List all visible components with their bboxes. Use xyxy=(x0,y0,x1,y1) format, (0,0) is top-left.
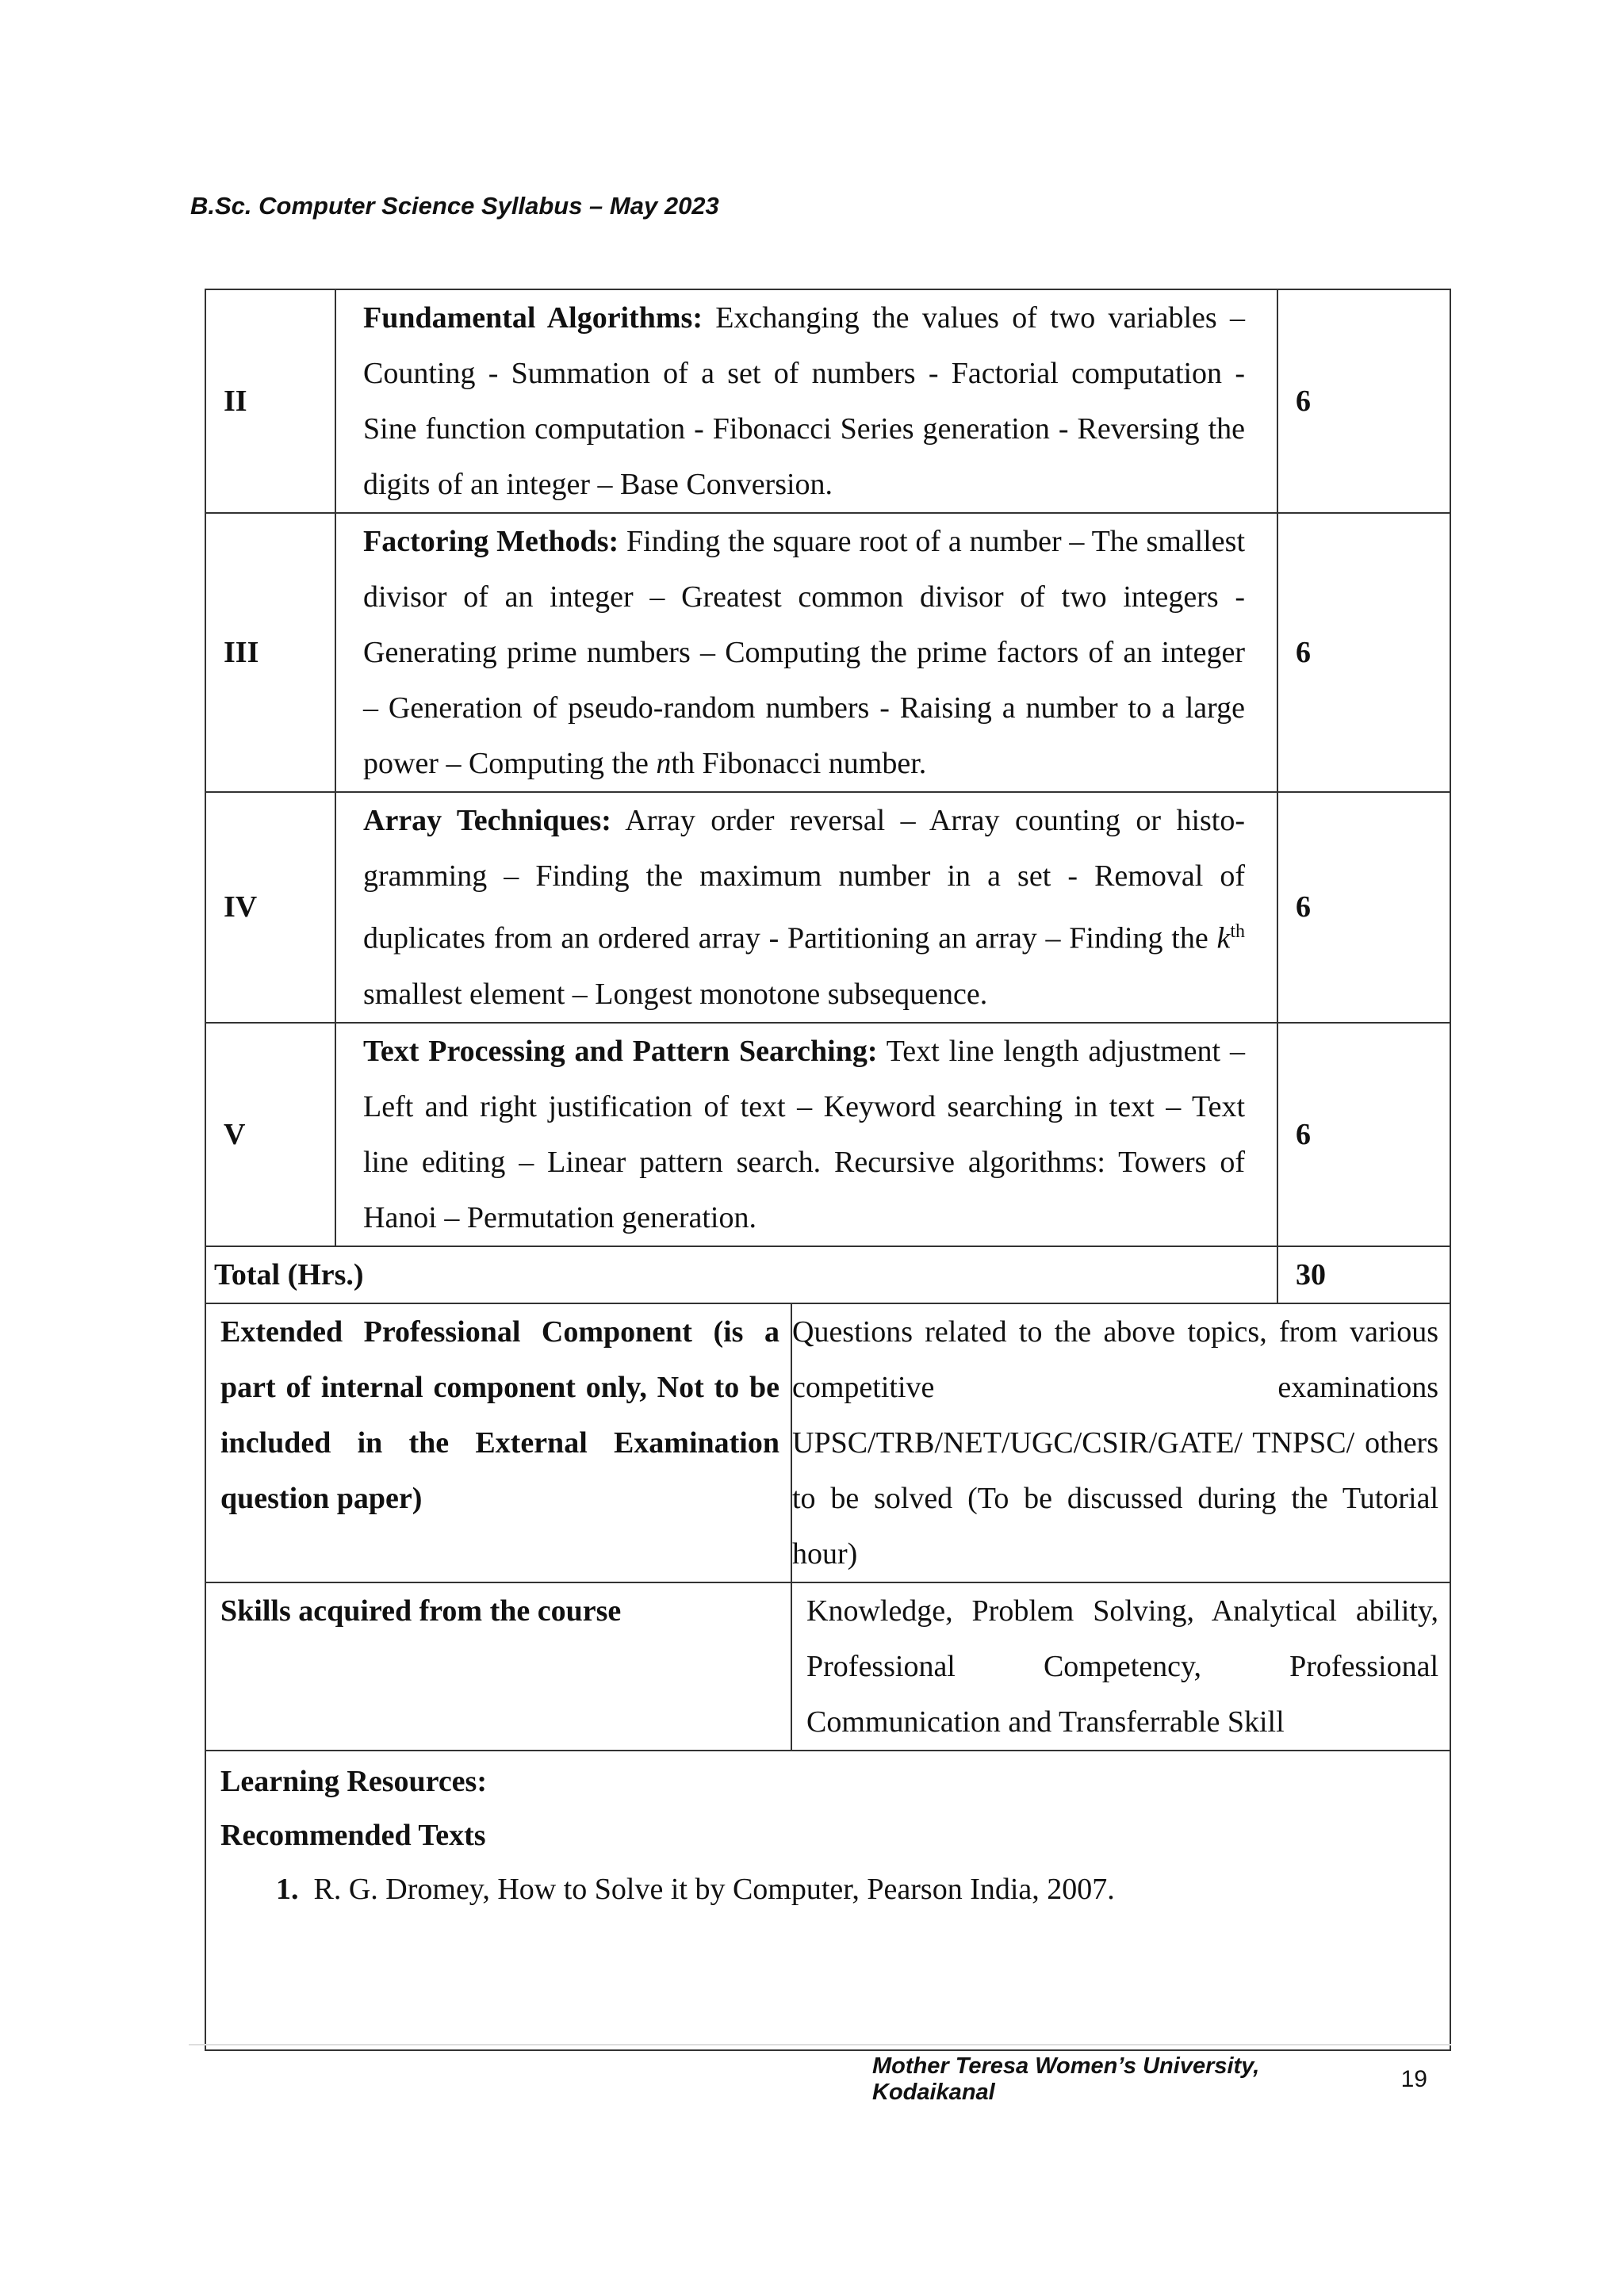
syllabus-table xyxy=(205,289,1451,2051)
unit-row xyxy=(205,792,1450,1023)
unit-heading: Text Processing and Pattern Searching: xyxy=(363,1034,878,1068)
unit-text: Text line length adjustment – Left and right justification of text – Keyword searching in text – Text line editing – Linear pattern search. Recursive algorithms: Towers of Hanoi – Permutation generation. xyxy=(363,1034,1246,1234)
unit-heading: Array Techniques: xyxy=(363,804,611,837)
page-footer xyxy=(872,2053,1427,2106)
book-item xyxy=(220,1862,1435,1916)
unit-number: IV xyxy=(205,792,335,1023)
skills-text: Knowledge, Problem Solving, Analytical ability, Professional Competency, Professional Communication and Transferrable Skill xyxy=(791,1582,1450,1751)
total-value: 30 xyxy=(1277,1246,1450,1303)
unit-hours: 6 xyxy=(1277,513,1450,792)
unit-heading: Factoring Methods: xyxy=(363,525,619,558)
resources-heading: Learning Resources: xyxy=(220,1764,487,1798)
unit-number: III xyxy=(205,513,335,792)
unit-description xyxy=(335,513,1277,792)
unit-hours: 6 xyxy=(1277,792,1450,1023)
unit-text-after: smallest element – Longest monotone subsequence. xyxy=(363,977,988,1011)
footer-divider xyxy=(189,2044,1451,2045)
extended-row xyxy=(205,1303,1450,1582)
unit-row xyxy=(205,289,1450,513)
unit-italic: n xyxy=(656,747,672,780)
unit-description xyxy=(335,289,1277,513)
extended-label: Extended Professional Component (is a part of internal component only, Not to be included in the External Examination question paper) xyxy=(205,1303,791,1582)
unit-number: V xyxy=(205,1023,335,1246)
unit-text: Finding the square root of a number – The smallest divisor of an integer – Greatest common divisor of two integers - Generating prime numbers – Computing the prime factors of an integer – Generation of pseudo-random numbers - Raising a number to a large power – Computing the xyxy=(363,525,1246,780)
unit-italic: k xyxy=(1216,921,1231,955)
resources-subheading: Recommended Texts xyxy=(220,1818,486,1852)
unit-text: Array order reversal – Array counting or histo-gramming – Finding the maximum number in a set - Removal of duplicates from an ordered array - Partitioning an array – Finding the xyxy=(363,804,1246,955)
unit-number: II xyxy=(205,289,335,513)
page-number: 19 xyxy=(1400,2066,1427,2092)
skills-row xyxy=(205,1582,1450,1751)
resources-cell xyxy=(205,1751,1450,2050)
unit-text: Exchanging the values of two variables – Counting - Summation of a set of numbers - Factorial computation - Sine function computation - Fibonacci Series generation - Reversing the digits of an integer – Base Conversion. xyxy=(363,301,1245,501)
unit-description xyxy=(335,1023,1277,1246)
unit-hours: 6 xyxy=(1277,289,1450,513)
page-header: B.Sc. Computer Science Syllabus – May 2023 xyxy=(190,192,719,220)
footer-university: Mother Teresa Women’s University, Kodaikanal xyxy=(872,2053,1260,2105)
resources-row xyxy=(205,1751,1450,2050)
book-text: R. G. Dromey, How to Solve it by Computer, Pearson India, 2007. xyxy=(313,1872,1115,1906)
total-row xyxy=(205,1246,1450,1303)
book-number: 1. xyxy=(276,1872,299,1906)
unit-hours: 6 xyxy=(1277,1023,1450,1246)
total-label: Total (Hrs.) xyxy=(205,1246,1277,1303)
unit-description xyxy=(335,792,1277,1023)
unit-text-after: th Fibonacci number. xyxy=(671,747,927,780)
skills-label: Skills acquired from the course xyxy=(205,1582,791,1751)
unit-row xyxy=(205,1023,1450,1246)
extended-text: Questions related to the above topics, from various competitive examinations UPSC/TRB/NET/UGC/CSIR/GATE/ TNPSC/ others to be solved (To be discussed during the Tutorial hour) xyxy=(791,1303,1450,1582)
unit-heading: Fundamental Algorithms: xyxy=(363,301,703,335)
unit-sup: th xyxy=(1230,921,1245,942)
unit-row xyxy=(205,513,1450,792)
